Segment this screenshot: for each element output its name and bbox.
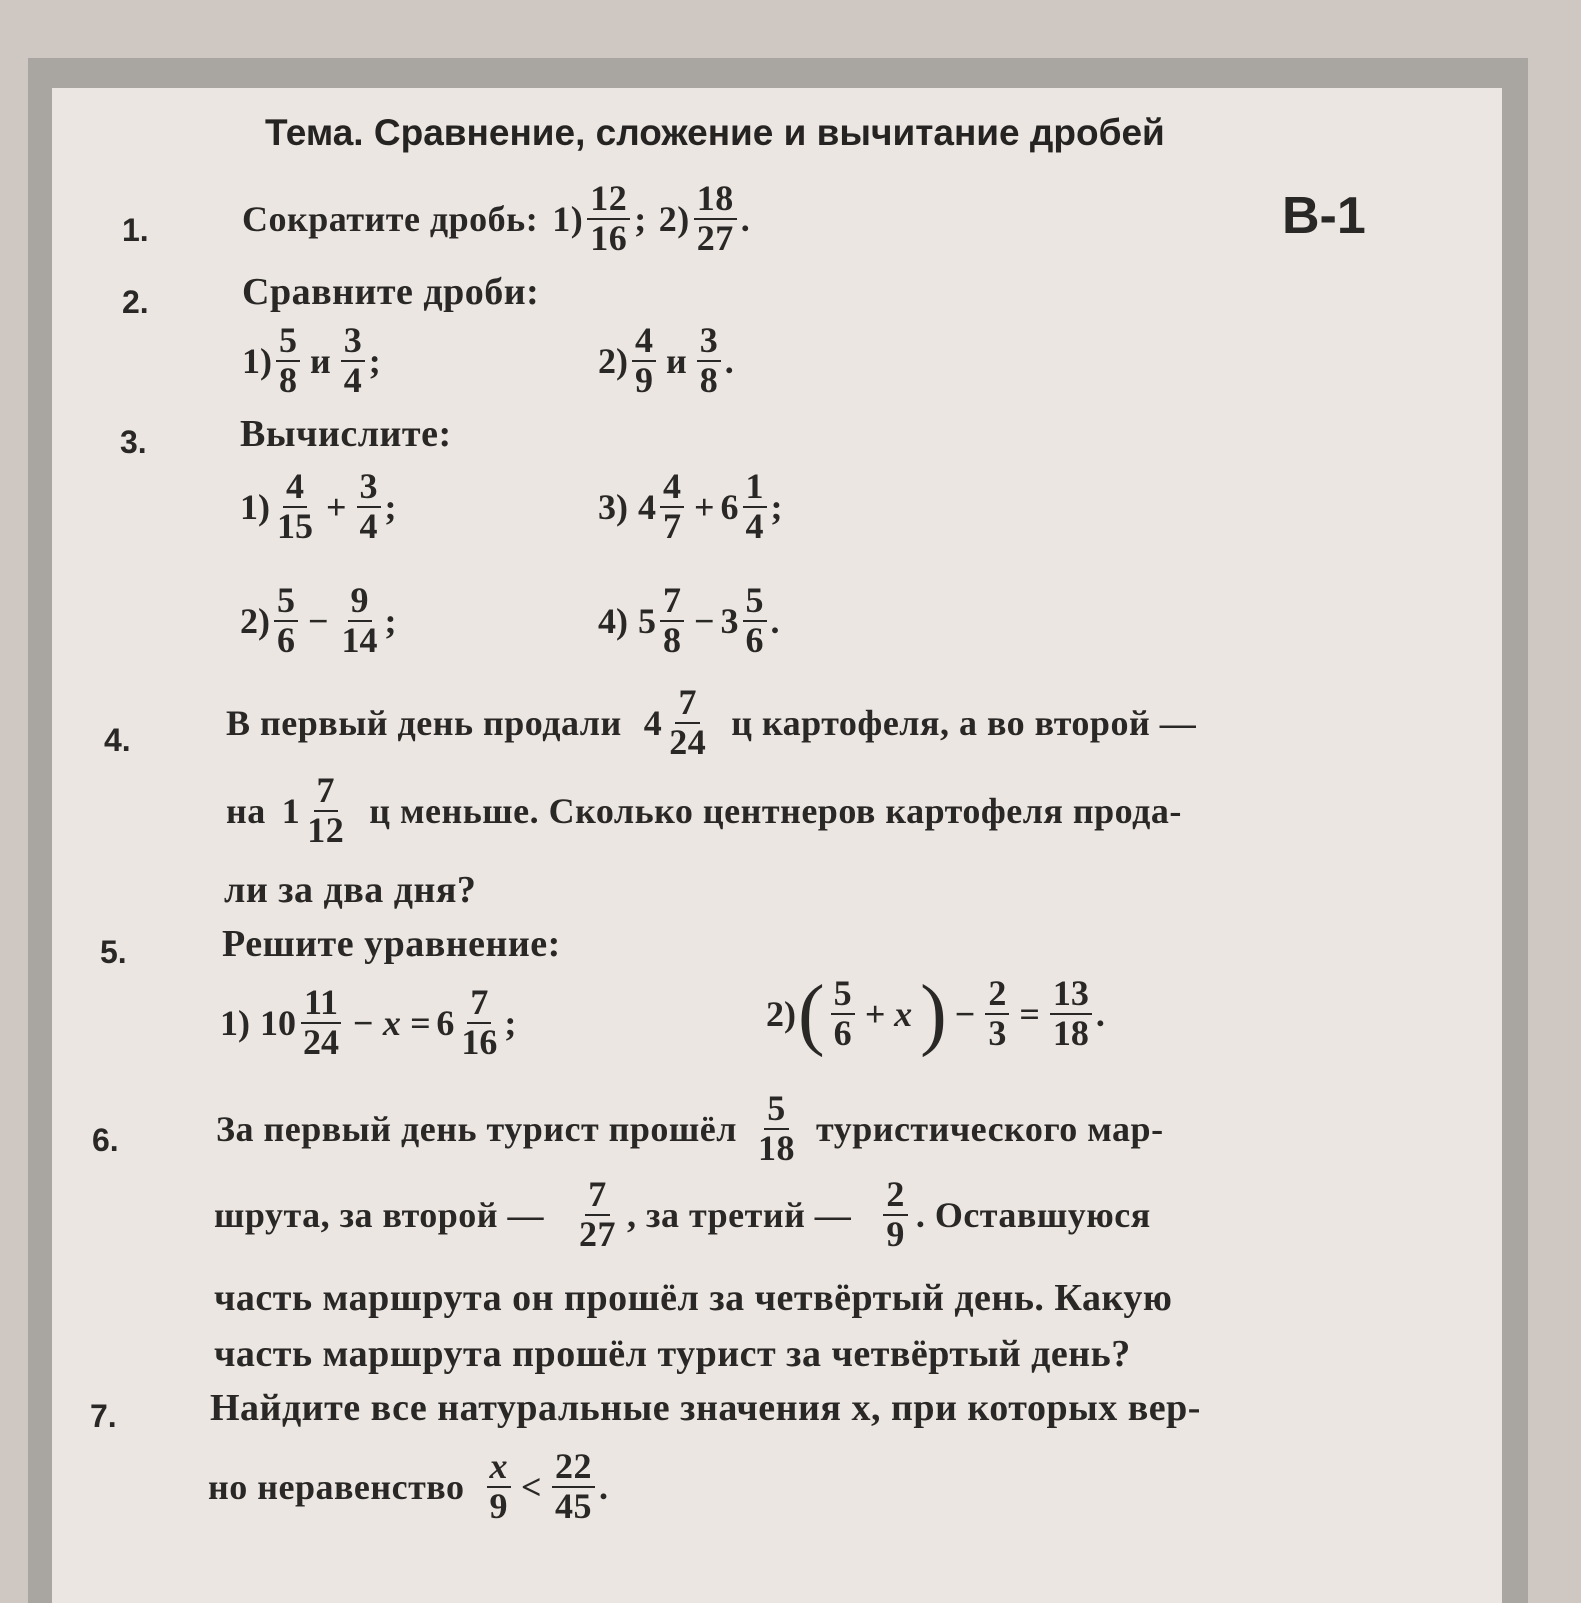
fraction-a — [831, 975, 855, 1053]
numerator: 5 — [274, 582, 298, 622]
variant-label: В-1 — [1282, 187, 1366, 245]
fraction-1 — [755, 1090, 798, 1168]
part-label: 3) — [598, 486, 628, 527]
fraction-a — [660, 468, 684, 546]
close-paren: ) — [920, 970, 947, 1058]
text: ц картофеля, а во второй — — [731, 702, 1197, 743]
equation-middle: − x = — [352, 1002, 431, 1043]
fraction-b — [743, 468, 767, 546]
task-5-part-1 — [220, 984, 516, 1062]
operator: − — [694, 600, 715, 641]
period: . — [599, 1466, 609, 1507]
task-6-line-4: часть маршрута прошёл турист за четвёртый день? — [214, 1333, 1131, 1375]
part-label: 2) — [766, 994, 796, 1034]
less-than: < — [521, 1466, 543, 1507]
numerator: 22 — [552, 1448, 595, 1488]
conjunction: и — [310, 340, 331, 381]
task-5-number: 5. — [100, 934, 127, 970]
numerator: 12 — [587, 180, 630, 220]
task-3-part-2 — [240, 582, 397, 660]
part-label: 2) — [598, 340, 628, 381]
task-2-text: Сравните дроби: — [242, 271, 540, 313]
whole-a: 4 — [638, 486, 656, 527]
task-3-number: 3. — [120, 424, 147, 460]
equals: = — [1019, 994, 1040, 1034]
denominator: 9 — [635, 359, 653, 400]
task-6-number: 6. — [92, 1122, 119, 1158]
denominator: 18 — [1052, 1013, 1089, 1053]
fraction-a — [276, 322, 300, 400]
part-label: 2) — [240, 600, 270, 641]
denominator: 8 — [279, 359, 297, 400]
fraction-b — [339, 582, 381, 660]
whole: 4 — [643, 702, 663, 743]
task-5-part-2 — [766, 970, 1105, 1058]
denominator: 16 — [590, 217, 628, 258]
denominator: 45 — [555, 1485, 593, 1526]
whole: 1 — [281, 790, 301, 831]
task-4-number: 4. — [104, 722, 131, 758]
numerator: 9 — [348, 582, 372, 622]
fraction-a — [487, 1448, 512, 1526]
numerator: 2 — [985, 975, 1009, 1015]
task-4-line-3: ли за два дня? — [224, 869, 477, 911]
open-paren: ( — [798, 970, 825, 1058]
denominator: 6 — [277, 619, 295, 660]
task-6-line-1 — [216, 1090, 1164, 1168]
task-2-number: 2. — [122, 284, 149, 320]
text: шрута, за второй — — [214, 1194, 545, 1235]
fraction-a — [632, 322, 656, 400]
numerator: 5 — [831, 975, 855, 1015]
text: В первый день продали — [226, 702, 622, 743]
operator: − — [954, 994, 976, 1034]
fraction-b — [697, 322, 721, 400]
text: ц меньше. Сколько центнеров картофеля прода- — [369, 790, 1182, 831]
fraction-b — [985, 975, 1009, 1053]
denominator: 7 — [663, 505, 681, 546]
numerator: 13 — [1050, 975, 1092, 1015]
separator: ; — [384, 486, 397, 527]
fraction-b — [458, 984, 500, 1062]
denominator: 24 — [669, 721, 707, 762]
task-3-part-1 — [240, 468, 397, 546]
fraction-a — [274, 468, 316, 546]
task-7-number: 7. — [90, 1398, 117, 1434]
numerator: 7 — [675, 684, 700, 724]
denominator: 8 — [663, 619, 681, 660]
task-3-text: Вычислите: — [240, 413, 452, 455]
separator: ; — [368, 340, 381, 381]
whole-a: 5 — [638, 600, 656, 641]
numerator: 5 — [743, 582, 767, 622]
task-6-line-3: часть маршрута он прошёл за четвёртый день. Какую — [214, 1277, 1173, 1319]
numerator: 3 — [341, 322, 365, 362]
period: . — [724, 340, 734, 381]
fraction-a — [660, 582, 684, 660]
numerator: x — [487, 1448, 512, 1488]
mixed-fraction — [304, 772, 347, 850]
conjunction: и — [666, 340, 687, 381]
denominator: 27 — [579, 1213, 617, 1254]
task-1-fraction-2 — [694, 180, 737, 258]
numerator: 7 — [467, 984, 491, 1024]
numerator: 18 — [694, 180, 737, 220]
numerator: 4 — [660, 468, 684, 508]
fraction-b — [552, 1448, 595, 1526]
whole-a: 10 — [260, 1002, 296, 1043]
separator: ; — [770, 486, 783, 527]
whole-b: 3 — [720, 600, 739, 641]
numerator: 11 — [301, 984, 341, 1024]
part-label: 4) — [598, 600, 628, 641]
period: . — [740, 198, 751, 239]
separator: ; — [634, 198, 647, 239]
denominator: 3 — [988, 1013, 1007, 1053]
task-3-part-3 — [598, 468, 783, 546]
numerator: 5 — [276, 322, 300, 362]
mixed-fraction — [666, 684, 709, 762]
task-1-fraction-1 — [587, 180, 630, 258]
separator: ; — [504, 1002, 517, 1043]
task-7-line-2 — [208, 1448, 609, 1526]
fraction-b — [357, 468, 381, 546]
numerator: 5 — [764, 1090, 789, 1130]
numerator: 1 — [743, 468, 767, 508]
task-4-line-1 — [226, 684, 1196, 762]
task-1-label-2: 2) — [658, 198, 690, 239]
task-1-line — [242, 180, 750, 258]
denominator: 4 — [745, 505, 764, 546]
denominator: 15 — [277, 505, 313, 546]
text: на — [226, 790, 266, 831]
fraction-a — [300, 984, 342, 1062]
text: За первый день турист прошёл — [216, 1108, 737, 1149]
task-2-part-1 — [242, 322, 381, 400]
page-title: Тема. Сравнение, сложение и вычитание дробей — [265, 112, 1165, 153]
fraction-a — [274, 582, 298, 660]
text: туристического мар- — [815, 1108, 1164, 1149]
text: . Оставшуюся — [915, 1194, 1151, 1235]
denominator: 6 — [745, 619, 764, 660]
denominator: 27 — [696, 217, 734, 258]
task-4-line-2 — [226, 772, 1182, 850]
task-3-part-4 — [598, 582, 780, 660]
separator: ; — [384, 600, 397, 641]
whole-b: 6 — [720, 486, 739, 527]
denominator: 12 — [307, 809, 345, 850]
denominator: 6 — [833, 1013, 852, 1053]
plus-x: + x — [864, 994, 913, 1034]
numerator: 4 — [283, 468, 307, 508]
fraction-c — [1050, 975, 1092, 1053]
task-6-line-2 — [214, 1176, 1151, 1254]
numerator: 2 — [883, 1176, 908, 1216]
part-label: 1) — [220, 1002, 250, 1043]
period: . — [770, 600, 780, 641]
denominator: 14 — [341, 619, 378, 660]
task-1-label-1: 1) — [552, 198, 584, 239]
fraction-b — [743, 582, 767, 660]
denominator: 9 — [886, 1213, 905, 1254]
denominator: 9 — [489, 1485, 509, 1526]
denominator: 4 — [343, 359, 362, 400]
task-1-number: 1. — [122, 212, 149, 248]
text: но неравенство — [208, 1466, 465, 1507]
numerator: 7 — [660, 582, 684, 622]
operator: + — [694, 486, 715, 527]
denominator: 8 — [699, 359, 718, 400]
task-5-text: Решите уравнение: — [222, 923, 561, 965]
task-1-text: Сократите дробь: — [242, 198, 539, 239]
numerator: 7 — [585, 1176, 610, 1216]
numerator: 3 — [697, 322, 721, 362]
task-2-part-2 — [598, 322, 734, 400]
task-7-line-1: Найдите все натуральные значения x, при которых вер- — [210, 1387, 1201, 1429]
fraction-3 — [883, 1176, 908, 1254]
denominator: 18 — [757, 1127, 795, 1168]
denominator: 4 — [359, 505, 378, 546]
denominator: 16 — [461, 1021, 498, 1062]
part-label: 1) — [240, 486, 270, 527]
text: , за третий — — [627, 1194, 852, 1235]
operator: − — [308, 600, 329, 641]
operator: + — [326, 486, 347, 527]
numerator: 3 — [357, 468, 381, 508]
period: . — [1095, 994, 1105, 1034]
numerator: 4 — [632, 322, 656, 362]
part-label: 1) — [242, 340, 272, 381]
fraction-b — [341, 322, 365, 400]
denominator: 24 — [303, 1021, 339, 1062]
fraction-2 — [576, 1176, 619, 1254]
numerator: 7 — [314, 772, 339, 812]
whole-b: 6 — [436, 1002, 455, 1043]
